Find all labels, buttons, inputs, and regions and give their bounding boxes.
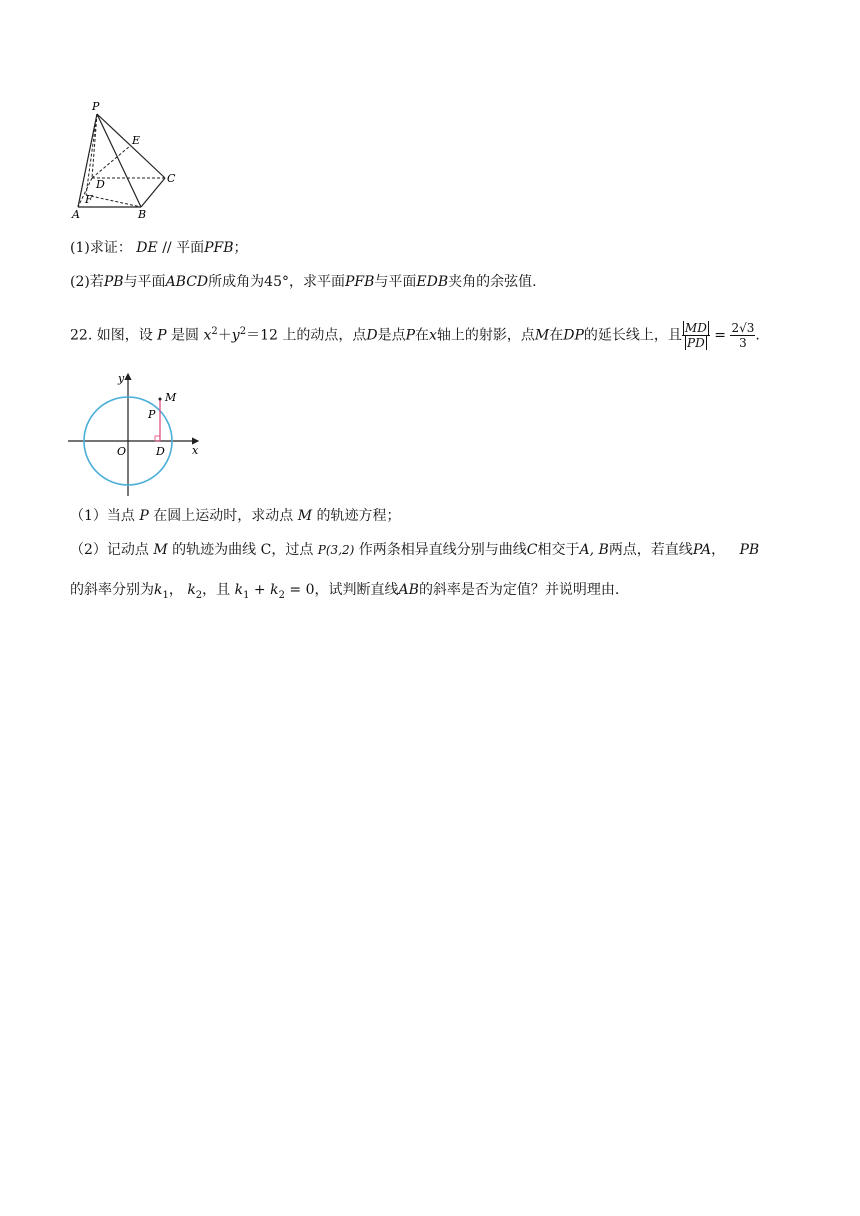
q22-part2-line2: 的斜率分别为$k_1$， $k_2$，且 $k_1 + k_2 = 0$，试判断直线AB的斜率是否为定值？并说明理由. xyxy=(70,582,620,601)
label-O: O xyxy=(117,445,127,458)
ratio-fraction: $\frac{MD}{PD}$ xyxy=(682,321,710,350)
q21-part2: (2)若PB与平面ABCD所成角为45°，求平面PFB与平面EDB夹角的余弦值. xyxy=(70,274,537,290)
label-E: E xyxy=(132,134,141,147)
pyramid-figure xyxy=(70,98,185,223)
label-C: C xyxy=(167,172,176,185)
label-F: F xyxy=(85,193,93,206)
label-P: P xyxy=(148,408,156,421)
label-M: M xyxy=(165,391,177,404)
label-P: P xyxy=(92,100,100,113)
circle-figure xyxy=(68,368,208,500)
label-A: A xyxy=(72,208,80,221)
q22-part1: （1）当点 P 在圆上运动时，求动点 M 的轨迹方程； xyxy=(70,508,401,524)
label-y: y xyxy=(118,372,125,385)
label-D: D xyxy=(156,445,165,458)
label-D: D xyxy=(96,178,105,191)
rhs-fraction: $\frac{2√3}{3}$ xyxy=(731,321,755,351)
q21-part1: (1)求证： DE // 平面PFB； xyxy=(70,240,248,256)
label-B: B xyxy=(138,208,147,221)
q22-part2-line1: （2）记动点 M 的轨迹为曲线 C，过点 P(3,2) 作两条相异直线分别与曲线C相交于A, B两点，若直线PA， PB xyxy=(70,542,760,558)
label-x: x xyxy=(192,444,199,457)
q22-stem: 22. 如图，设 P 是圆 $x^2+y^2=12$ 上的动点，点D是点P在x轴上的射影，点M在DP的延长线上，且 $\frac{MD}{PD}$ = $\frac{2√3}{3}$ . xyxy=(70,321,760,351)
